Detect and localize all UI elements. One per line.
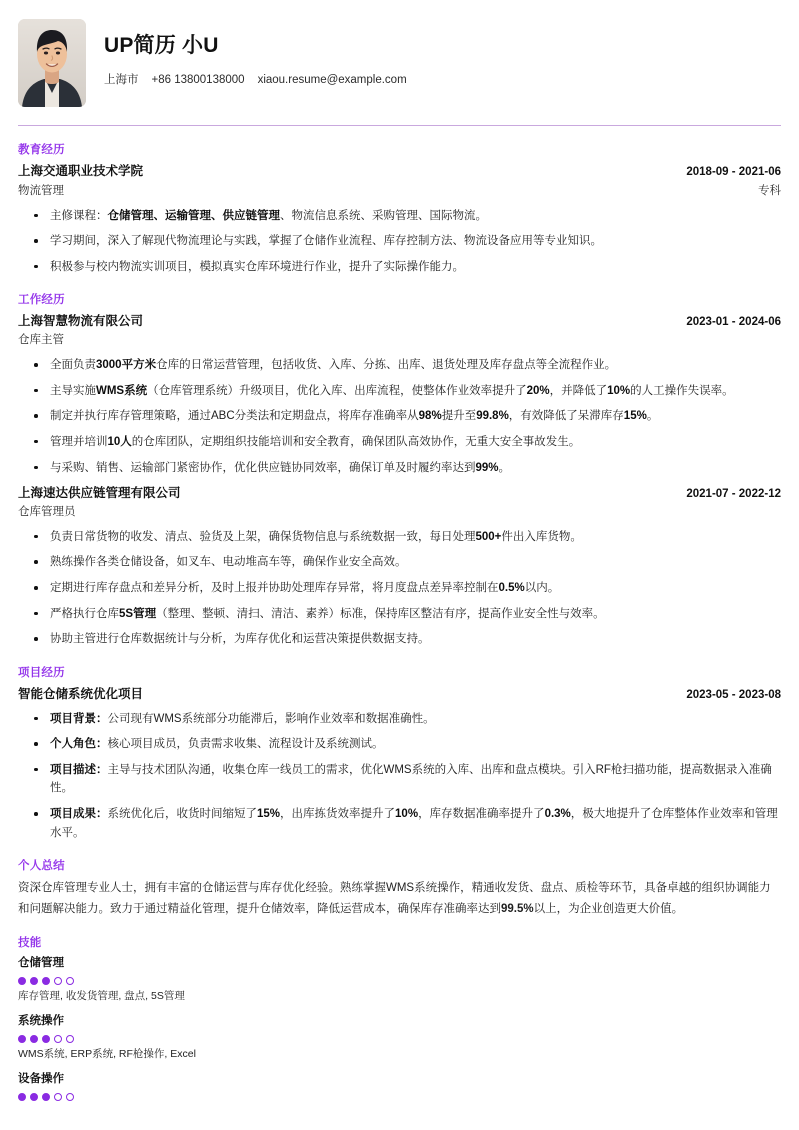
skill-level-dot — [66, 1093, 74, 1101]
work-entry-head — [18, 484, 781, 503]
skill-item — [18, 955, 781, 1004]
avatar — [18, 19, 86, 107]
resume-header — [14, 16, 785, 107]
list-item: 积极参与校内物流实训项目，模拟真实仓库环境进行作业，提升了实际操作能力。 — [18, 258, 781, 277]
project-bullets — [18, 710, 781, 843]
section-title-work: 工作经历 — [18, 294, 65, 307]
education-date: 2018-09 - 2021-06 — [686, 166, 781, 178]
skill-name: 设备操作 — [18, 1073, 64, 1086]
section-skills — [14, 934, 785, 1100]
list-item: 主修课程：仓储管理、运输管理、供应链管理、物流信息系统、采购管理、国际物流。 — [18, 207, 781, 226]
skill-level-meter — [18, 1093, 781, 1101]
skill-level-meter — [18, 977, 781, 985]
skill-level-dot — [42, 1035, 50, 1043]
contact-email: xiaou.resume@example.com — [257, 74, 407, 87]
list-item: 主导实施WMS系统（仓库管理系统）升级项目，优化入库、出库流程，使整体作业效率提升了20%，并降低了10%的人工操作失误率。 — [18, 382, 781, 401]
page-title: UP简历 小U — [104, 34, 219, 57]
skill-level-dot — [66, 1035, 74, 1043]
skill-level-dot — [42, 1093, 50, 1101]
section-work — [14, 291, 785, 648]
skill-level-dot — [18, 1035, 26, 1043]
work-entry — [18, 484, 781, 649]
education-entry-head — [18, 162, 781, 181]
header-divider — [18, 125, 781, 126]
contact-line — [104, 71, 407, 87]
skill-tags: 库存管理, 收发货管理, 盘点, 5S管理 — [18, 989, 185, 1002]
skill-name: 仓储管理 — [18, 957, 64, 970]
work-entry-sub — [18, 332, 781, 350]
section-title-projects: 项目经历 — [18, 666, 65, 679]
section-projects — [14, 664, 785, 843]
skill-level-dot — [18, 1093, 26, 1101]
company-name: 上海速达供应链管理有限公司 — [18, 486, 181, 501]
work-bullets — [18, 356, 781, 477]
list-item: 定期进行库存盘点和差异分析，及时上报并协助处理库存异常，将月度盘点差异率控制在0.5%以内。 — [18, 579, 781, 598]
section-title-summary: 个人总结 — [18, 860, 65, 873]
list-item: 学习期间，深入了解现代物流理论与实践，掌握了仓储作业流程、库存控制方法、物流设备应用等专业知识。 — [18, 232, 781, 251]
work-bullets — [18, 528, 781, 649]
work-entry-head — [18, 312, 781, 331]
education-major: 物流管理 — [18, 184, 64, 197]
section-title-education: 教育经历 — [18, 144, 65, 156]
education-entry — [18, 162, 781, 276]
skill-name: 系统操作 — [18, 1015, 64, 1028]
skill-level-dot — [54, 1035, 62, 1043]
company-name: 上海智慧物流有限公司 — [18, 314, 144, 329]
education-entry-sub — [18, 182, 781, 201]
skill-level-dot — [54, 1093, 62, 1101]
project-date: 2023-05 - 2023-08 — [686, 688, 781, 701]
skill-tags: WMS系统, ERP系统, RF枪操作, Excel — [18, 1047, 196, 1060]
school-name: 上海交通职业技术学院 — [18, 164, 144, 178]
skill-level-dot — [42, 977, 50, 985]
section-education — [14, 141, 785, 276]
skill-level-dot — [54, 977, 62, 985]
list-item: 熟练操作各类仓储设备，如叉车、电动堆高车等，确保作业安全高效。 — [18, 553, 781, 572]
skills-list — [18, 955, 781, 1100]
project-entry-head — [18, 685, 781, 704]
list-item: 负责日常货物的收发、清点、验货及上架，确保货物信息与系统数据一致，每日处理500+件出入库货物。 — [18, 528, 781, 547]
skill-level-meter — [18, 1035, 781, 1043]
project-name: 智能仓储系统优化项目 — [18, 686, 144, 701]
list-item: 协助主管进行仓库数据统计与分析，为库存优化和运营决策提供数据支持。 — [18, 630, 781, 649]
summary-text: 资深仓库管理专业人士，拥有丰富的仓储运营与库存优化经验。熟练掌握WMS系统操作，精通收发货、盘点、质检等环节，具备卓越的组织协调能力和问题解决能力。致力于通过精益化管理，提升仓储效率，降低运营成本，确保库存准确率达到99.5%以上，为企业创造更大价值。 — [18, 882, 771, 915]
project-entry — [18, 685, 781, 843]
header-text-block — [104, 19, 407, 87]
education-bullets — [18, 207, 781, 277]
list-item: 管理并培训10人的仓库团队，定期组织技能培训和安全教育，确保团队高效协作，无重大安全事故发生。 — [18, 433, 781, 452]
list-item: 项目成果：系统优化后，收货时间缩短了15%，出库拣货效率提升了10%，库存数据准确率提升了0.3%，极大地提升了仓库整体作业效率和管理水平。 — [18, 805, 781, 842]
list-item: 与采购、销售、运输部门紧密协作，优化供应链协同效率，确保订单及时履约率达到99%。 — [18, 459, 781, 478]
work-entry-sub — [18, 504, 781, 522]
work-date: 2021-07 - 2022-12 — [686, 488, 781, 501]
skill-level-dot — [30, 1035, 38, 1043]
skill-level-dot — [30, 977, 38, 985]
list-item: 制定并执行库存管理策略，通过ABC分类法和定期盘点，将库存准确率从98%提升至99.8%，有效降低了呆滞库存15%。 — [18, 407, 781, 426]
contact-phone: +86 13800138000 — [151, 74, 245, 87]
contact-location: 上海市 — [104, 74, 139, 87]
skill-item — [18, 1013, 781, 1062]
skill-item — [18, 1071, 781, 1100]
skill-level-dot — [18, 977, 26, 985]
work-date: 2023-01 - 2024-06 — [686, 316, 781, 329]
skill-level-dot — [30, 1093, 38, 1101]
list-item: 全面负责3000平方米仓库的日常运营管理，包括收货、入库、分拣、出库、退货处理及库存盘点等全流程作业。 — [18, 356, 781, 375]
list-item: 严格执行仓库5S管理（整理、整顿、清扫、清洁、素养）标准，保持库区整洁有序，提高作业安全性与效率。 — [18, 605, 781, 624]
work-entry — [18, 312, 781, 477]
avatar-photo-icon — [18, 19, 86, 107]
list-item: 个人角色：核心项目成员，负责需求收集、流程设计及系统测试。 — [18, 735, 781, 754]
section-title-skills: 技能 — [18, 937, 42, 950]
list-item: 项目描述：主导与技术团队沟通，收集仓库一线员工的需求，优化WMS系统的入库、出库和盘点模块。引入RF枪扫描功能，提高数据录入准确性。 — [18, 761, 781, 798]
list-item: 项目背景：公司现有WMS系统部分功能滞后，影响作业效率和数据准确性。 — [18, 710, 781, 729]
job-title: 仓库主管 — [18, 334, 64, 347]
education-degree: 专科 — [758, 184, 781, 197]
section-summary — [14, 857, 785, 919]
skill-level-dot — [66, 977, 74, 985]
job-title: 仓库管理员 — [18, 505, 76, 518]
